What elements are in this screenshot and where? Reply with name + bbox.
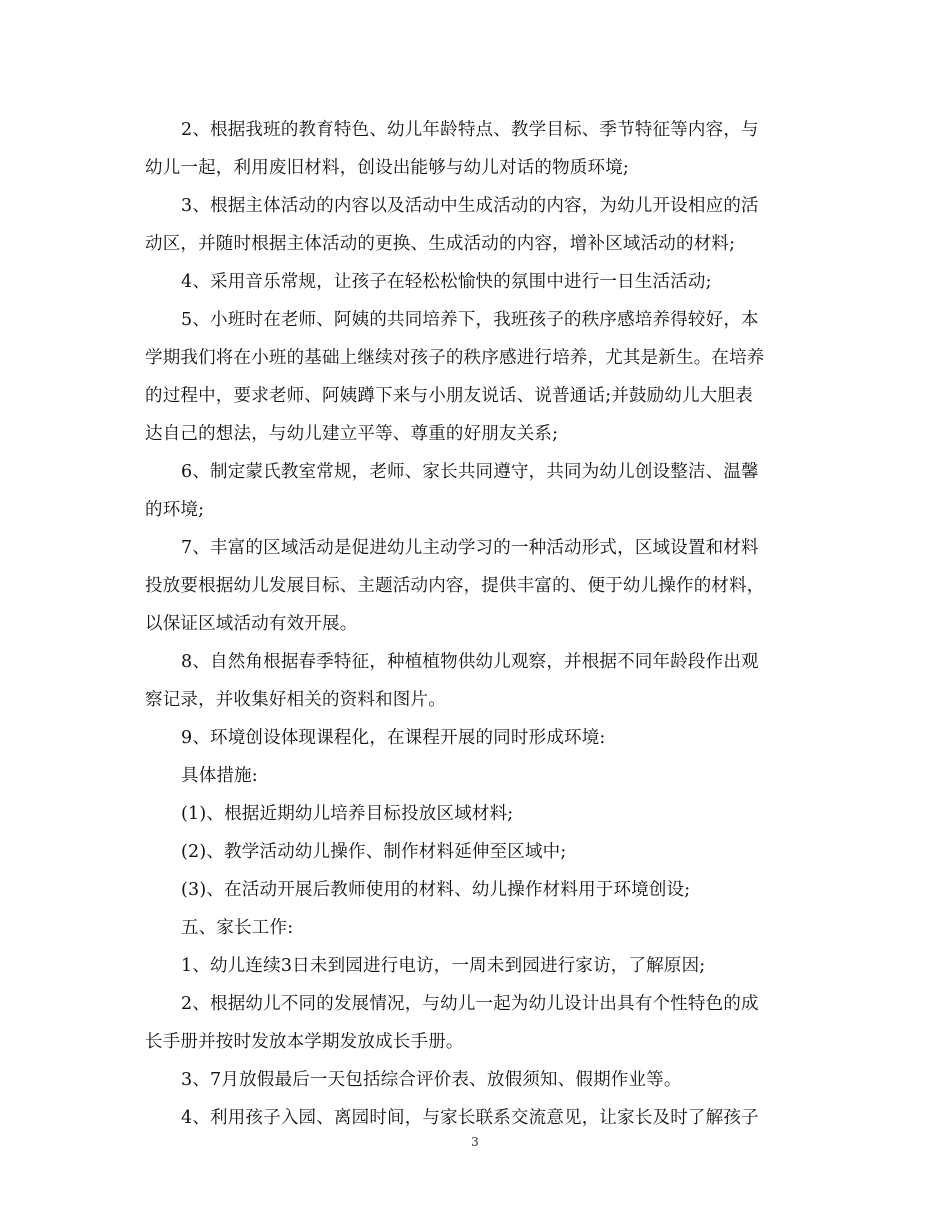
paragraph-line: 4、采用音乐常规，让孩子在轻松松愉快的氛围中进行一日生活活动; (181, 272, 712, 292)
paragraph-line: 察记录，并收集好相关的资料和图片。 (145, 690, 446, 710)
paragraph-line: 2、根据幼儿不同的发展情况，与幼儿一起为幼儿设计出具有个性特色的成 (181, 994, 759, 1014)
paragraph-line: 6、制定蒙氏教室常规，老师、家长共同遵守，共同为幼儿创设整洁、温馨 (181, 462, 759, 482)
paragraph-line: (3)、在活动开展后教师使用的材料、幼儿操作材料用于环境创设; (181, 880, 691, 900)
paragraph-line: 的过程中，要求老师、阿姨蹲下来与小朋友说话、说普通话;并鼓励幼儿大胆表 (145, 386, 753, 406)
paragraph-line: 9、环境创设体现课程化，在课程开展的同时形成环境: (181, 728, 606, 748)
paragraph-line: (2)、教学活动幼儿操作、制作材料延伸至区域中; (181, 842, 567, 862)
paragraph-line: 4、利用孩子入园、离园时间，与家长联系交流意见，让家长及时了解孩子 (181, 1108, 759, 1128)
paragraph-line: 投放要根据幼儿发展目标、主题活动内容，提供丰富的、便于幼儿操作的材料， (145, 576, 765, 596)
paragraph-line: 学期我们将在小班的基础上继续对孩子的秩序感进行培养，尤其是新生。在培养 (145, 348, 765, 368)
document-body (145, 115, 805, 1141)
paragraph-line: 5、小班时在老师、阿姨的共同培养下，我班孩子的秩序感培养得较好，本 (181, 310, 759, 330)
paragraph-line: 以保证区域活动有效开展。 (145, 614, 358, 634)
page-number: 3 (471, 1135, 479, 1149)
paragraph-line: 8、自然角根据春季特征，种植植物供幼儿观察，并根据不同年龄段作出观 (181, 652, 759, 672)
paragraph-line: 7、丰富的区域活动是促进幼儿主动学习的一种活动形式，区域设置和材料 (181, 538, 759, 558)
paragraph-line: 3、根据主体活动的内容以及活动中生成活动的内容，为幼儿开设相应的活 (181, 196, 759, 216)
paragraph-line: 3、7月放假最后一天包括综合评价表、放假须知、假期作业等。 (181, 1070, 682, 1090)
paragraph-line: 幼儿一起，利用废旧材料，创设出能够与幼儿对话的物质环境; (145, 158, 629, 178)
paragraph-line: 的环境; (145, 500, 205, 520)
paragraph-line: 长手册并按时发放本学期发放成长手册。 (145, 1032, 464, 1052)
section-heading: 五、家长工作: (181, 918, 294, 938)
paragraph-line: 2、根据我班的教育特色、幼儿年龄特点、教学目标、季节特征等内容，与 (181, 120, 759, 140)
paragraph-line: 动区，并随时根据主体活动的更换、生成活动的内容，增补区域活动的材料; (145, 234, 736, 254)
paragraph-line: (1)、根据近期幼儿培养目标投放区域材料; (181, 804, 514, 824)
paragraph-line: 1、幼儿连续3日未到园进行电访，一周未到园进行家访，了解原因; (181, 956, 706, 976)
paragraph-line: 具体措施: (181, 766, 258, 786)
paragraph-line: 达自己的想法，与幼儿建立平等、尊重的好朋友关系; (145, 424, 559, 444)
